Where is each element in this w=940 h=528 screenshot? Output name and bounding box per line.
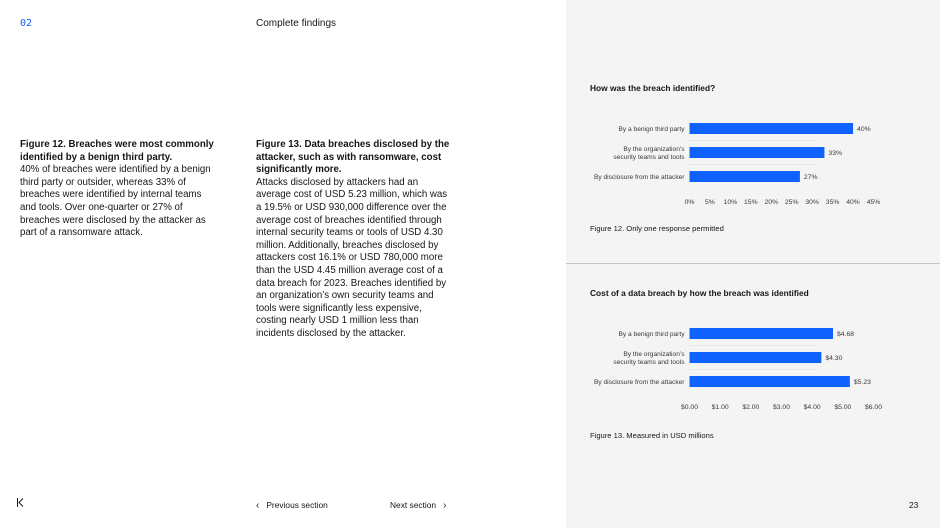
- section-number: 02: [20, 18, 33, 29]
- chevron-right-icon: ›: [443, 500, 447, 511]
- next-section-label: Next section: [390, 500, 437, 510]
- x-tick-label: $0.00: [680, 404, 699, 411]
- first-page-icon[interactable]: [16, 497, 25, 511]
- figure-13-heading: Figure 13. Data breaches disclosed by the attacker, such as with ransomware, cost significantly more.: [256, 139, 450, 176]
- x-tick-label: 30%: [805, 199, 819, 206]
- x-tick-label: $6.00: [864, 404, 883, 411]
- category-label: By the organization’s: [623, 351, 685, 358]
- data-label: $5.23: [853, 379, 871, 386]
- chevron-left-icon: ‹: [256, 500, 260, 511]
- data-label: 27%: [803, 174, 818, 181]
- figure-12-heading: Figure 12. Breaches were most commonly identified by a benign third party.: [20, 139, 214, 163]
- first-page-glyph: [16, 497, 25, 508]
- x-tick-label: 45%: [866, 199, 881, 206]
- next-section-link[interactable]: [390, 500, 446, 511]
- bar: [690, 123, 854, 134]
- x-tick-label: 35%: [825, 199, 840, 206]
- bar: [690, 147, 825, 158]
- chart-panel: [566, 0, 940, 528]
- bar: [690, 376, 850, 387]
- data-label: 33%: [828, 150, 843, 157]
- category-label: By disclosure from the attacker: [593, 379, 685, 387]
- category-label: security teams and tools: [613, 154, 685, 162]
- figure-13-body: Attacks disclosed by attackers had an average cost of USD 5.23 million, which was a 19.5% or USD 930,000 difference over the average cost of breaches identified through internal security teams or tools of USD 4.30 million. Additionally, breaches disclosed by attackers cost 16.1% or USD 780,000 more than the USD 4.45 million average cost of a data breach for 2023. Breaches identified by an organization’s own security teams and tools were significantly less expensive, costing nearly USD 1 million less than incidents disclosed by the attacker.: [256, 176, 448, 339]
- chart-breach-identification: [566, 115, 940, 210]
- data-label: $4.30: [825, 355, 843, 362]
- x-tick-label: 20%: [764, 199, 779, 206]
- panel-divider: [566, 263, 940, 264]
- x-tick-label: 40%: [846, 199, 860, 206]
- x-tick-label: $4.00: [803, 404, 821, 411]
- x-tick-label: $2.00: [742, 404, 760, 411]
- x-tick-label: 25%: [784, 199, 799, 206]
- chart-1-title: How was the breach identified?: [590, 83, 716, 93]
- category-label: By a benign third party: [618, 331, 685, 339]
- section-title: Complete findings: [256, 18, 337, 29]
- previous-section-link[interactable]: [256, 500, 328, 511]
- x-tick-label: 10%: [723, 199, 738, 206]
- x-tick-label: $5.00: [834, 404, 852, 411]
- bar: [690, 328, 834, 339]
- chart-breach-cost: [566, 320, 940, 415]
- chart-1-caption: Figure 12. Only one response permitted: [590, 224, 724, 233]
- figure-12-body: 40% of breaches were identified by a benign third party or outsider, whereas 33% of breaches were identified by internal teams and tools. Over one-quarter or 27% of breaches were disclosed by the attacker as part of a ransomware attack.: [20, 164, 211, 239]
- category-label: By disclosure from the attacker: [593, 174, 685, 182]
- data-label: 40%: [857, 126, 871, 133]
- category-label: security teams and tools: [613, 359, 685, 367]
- x-tick-label: $3.00: [772, 404, 791, 411]
- chart-2-title: Cost of a data breach by how the breach was identified: [590, 288, 809, 298]
- x-tick-label: 0%: [684, 199, 695, 206]
- figure-12-text: [20, 139, 215, 240]
- page-number: 23: [909, 500, 919, 510]
- previous-section-label: Previous section: [266, 500, 328, 510]
- data-label: $4.68: [837, 331, 855, 338]
- x-tick-label: $1.00: [711, 404, 729, 411]
- bar: [690, 352, 822, 363]
- figure-13-text: [256, 139, 452, 341]
- bar: [690, 171, 800, 182]
- category-label: By the organization’s: [623, 146, 685, 153]
- x-tick-label: 15%: [744, 199, 758, 206]
- x-tick-label: 5%: [705, 199, 715, 206]
- category-label: By a benign third party: [618, 126, 685, 134]
- chart-2-caption: Figure 13. Measured in USD millions: [590, 431, 714, 440]
